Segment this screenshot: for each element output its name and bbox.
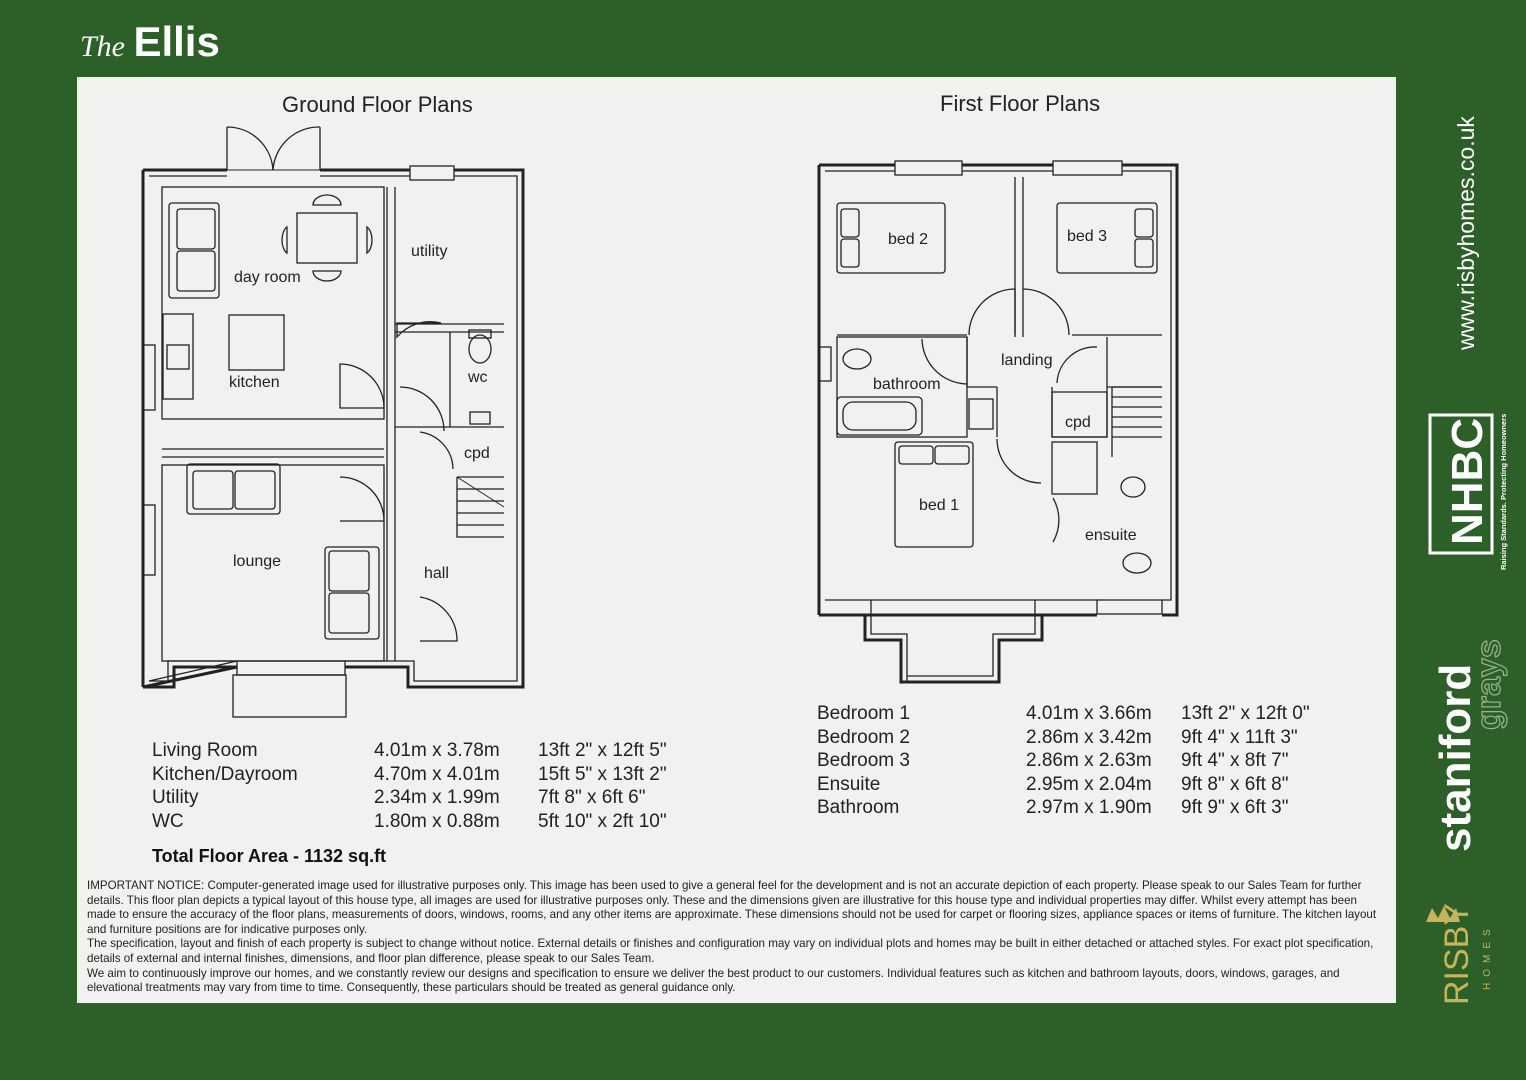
- homes-text: HOMES: [1482, 923, 1493, 990]
- ground-floor-plan: [77, 77, 547, 737]
- nhbc-text: NHBC: [1443, 417, 1492, 545]
- staniford-text: staniford: [1431, 663, 1480, 852]
- room-imperial: 9ft 4" x 8ft 7": [1181, 750, 1289, 771]
- room-label-ensuite: ensuite: [1085, 527, 1137, 544]
- room-metric: 2.34m x 1.99m: [374, 787, 500, 808]
- important-notice: [87, 879, 1377, 996]
- nhbc-logo: [1426, 400, 1512, 575]
- total-floor-area: Total Floor Area - 1132 sq.ft: [152, 846, 387, 866]
- room-imperial: 9ft 8" x 6ft 8": [1181, 773, 1289, 795]
- room-metric: 2.95m x 2.04m: [1026, 773, 1152, 795]
- room-name: Bathroom: [817, 797, 900, 818]
- room-label-bathroom: bathroom: [873, 376, 941, 393]
- room-label-cpd-first: cpd: [1065, 414, 1091, 431]
- ground-floor-title: Ground Floor Plans: [282, 92, 473, 117]
- room-imperial: 15ft 5" x 13ft 2": [538, 763, 667, 785]
- room-label-bed3: bed 3: [1067, 228, 1108, 245]
- room-imperial: 13ft 2" x 12ft 5": [538, 740, 667, 761]
- room-label-day-room: day room: [234, 269, 301, 286]
- website-url[interactable]: [1452, 78, 1482, 350]
- first-floor-plan: [807, 157, 1247, 687]
- room-metric: 2.86m x 2.63m: [1026, 750, 1152, 771]
- room-metric: 4.70m x 4.01m: [374, 763, 500, 785]
- risby-homes-logo: [1420, 890, 1510, 1010]
- room-metric: 4.01m x 3.66m: [1026, 703, 1152, 724]
- room-metric: 4.01m x 3.78m: [374, 740, 500, 761]
- website-text: www.risbyhomes.co.uk: [1453, 116, 1479, 350]
- title-name: Ellis: [133, 18, 220, 65]
- room-name: Bedroom 1: [817, 703, 910, 724]
- room-label-kitchen: kitchen: [229, 374, 280, 391]
- nhbc-tagline: Raising Standards. Protecting Homeowners: [1499, 413, 1508, 570]
- room-label-lounge: lounge: [233, 553, 282, 570]
- staniford-grays-logo: [1426, 610, 1512, 860]
- room-name: WC: [152, 810, 184, 832]
- room-label-hall: hall: [424, 565, 449, 582]
- room-name: Living Room: [152, 740, 258, 761]
- room-label-landing: landing: [1001, 352, 1053, 369]
- notice-paragraph: We aim to continuously improve our homes, and we constantly review our designs and specification to ensure we deliver the best product to our customers. Individual features such as kitchen and bathroom layouts, doors, windows, garages, and elevational treatments may vary from time to time. Consequently, these particulars should be treated as general guidance only.: [87, 966, 1340, 995]
- notice-paragraph: IMPORTANT NOTICE: Computer-generated image used for illustrative purposes only. This image has been used to give a general feel for the development and is not an accurate depiction of each property. Please speak to our Sales Team for further details. This floor plan depicts a typical layout of this house type, all images are used for illustrative purposes only. These and the dimensions given are illustrative for this house type and individual properties may differ. Whilst every attempt has been made to ensure the accuracy of the floor plans, measurements of doors, windows, rooms, and any other items are approximate. These dimensions should not be used for carpet or flooring sizes, appliance spaces or items of furniture. The kitchen layout and furniture positions are for indicative purposes only.: [87, 879, 1377, 936]
- room-label-bed1: bed 1: [919, 497, 960, 514]
- room-name: Bedroom 2: [817, 726, 910, 748]
- room-label-utility: utility: [411, 243, 448, 260]
- room-label-bed2: bed 2: [888, 231, 929, 248]
- room-metric: 2.97m x 1.90m: [1026, 797, 1152, 818]
- house-title: [80, 18, 220, 66]
- room-name: Ensuite: [817, 773, 881, 795]
- room-label-wc: wc: [468, 369, 488, 386]
- first-floor-title: First Floor Plans: [940, 91, 1101, 116]
- room-name: Bedroom 3: [817, 750, 910, 771]
- room-metric: 1.80m x 0.88m: [374, 810, 500, 832]
- risby-text: RISBY: [1438, 902, 1476, 1005]
- room-label-cpd: cpd: [464, 445, 490, 462]
- grays-text: grays: [1470, 639, 1508, 730]
- room-imperial: 13ft 2" x 12ft 0": [1181, 703, 1310, 724]
- notice-paragraph: The specification, layout and finish of each property is subject to change without notice. External details or finishes and configuration may vary on individual plots and homes may be built in either detached or attached styles. For exact plot specification, details of external and internal finishes, dimensions, and floor plan difference, please speak to our Sales Team.: [87, 937, 1374, 965]
- room-imperial: 5ft 10" x 2ft 10": [538, 810, 667, 832]
- room-imperial: 9ft 4" x 11ft 3": [1181, 726, 1298, 748]
- room-name: Kitchen/Dayroom: [152, 763, 298, 785]
- title-prefix: The: [80, 30, 125, 63]
- room-metric: 2.86m x 3.42m: [1026, 726, 1152, 748]
- room-imperial: 7ft 8" x 6ft 6": [538, 787, 646, 808]
- room-name: Utility: [152, 787, 199, 808]
- plans-panel: [77, 77, 1396, 1003]
- room-imperial: 9ft 9" x 6ft 3": [1181, 797, 1289, 818]
